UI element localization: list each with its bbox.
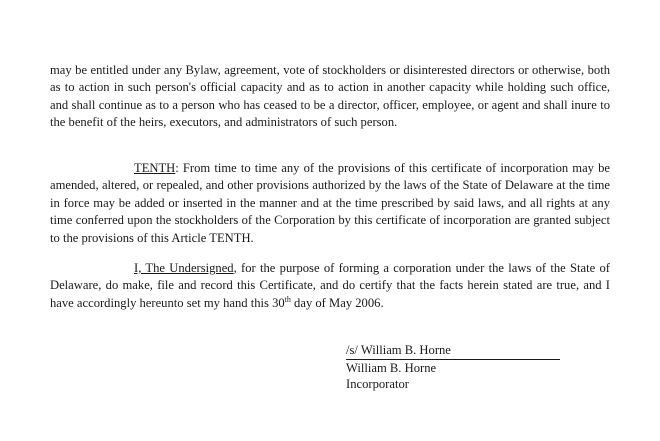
paragraph-3-text-a: , for the purpose of forming a corporation under the laws of the State of Delaware, do make, file and record this Certificate, and do certify that the facts herein stated are true, and I have accordingly hereunto set my hand this 30 xyxy=(50,261,610,310)
paragraph-3-text-b: day of May 2006. xyxy=(290,295,384,310)
paragraph-continuation xyxy=(50,62,610,132)
signer-name: William B. Horne xyxy=(346,360,437,375)
signature-block xyxy=(346,342,560,393)
paragraph-undersigned xyxy=(50,260,610,312)
ordinal-suffix: th xyxy=(284,294,291,304)
paragraph-1-text: may be entitled under any Bylaw, agreement, vote of stockholders or disinterested directors or otherwise, both as to action in such person's official capacity and as to action in another capacity while holding such office, and shall continue as to a person who has ceased to be a director, officer, employee, or agent and shall inure to the benefit of the heirs, executors, and administrators of such person. xyxy=(50,63,610,130)
undersigned-heading: I, The Undersigned xyxy=(134,261,234,275)
paragraph-2-text: : From time to time any of the provisions of this certificate of incorporation may be amended, altered, or repealed, and other provisions authorized by the laws of the State of Delaware at the time in force may be added or inserted in the manner and at the time prescribed by said laws, and all rights at any time conferred upon the stockholders of the Corporation by this certificate of incorporation are granted subject to the provisions of this Article TENTH. xyxy=(50,161,610,245)
signature-line: /s/ William B. Horne xyxy=(346,342,560,360)
signer-title: Incorporator xyxy=(346,377,409,391)
article-heading-tenth: TENTH xyxy=(134,161,176,175)
paragraph-tenth xyxy=(50,160,610,247)
